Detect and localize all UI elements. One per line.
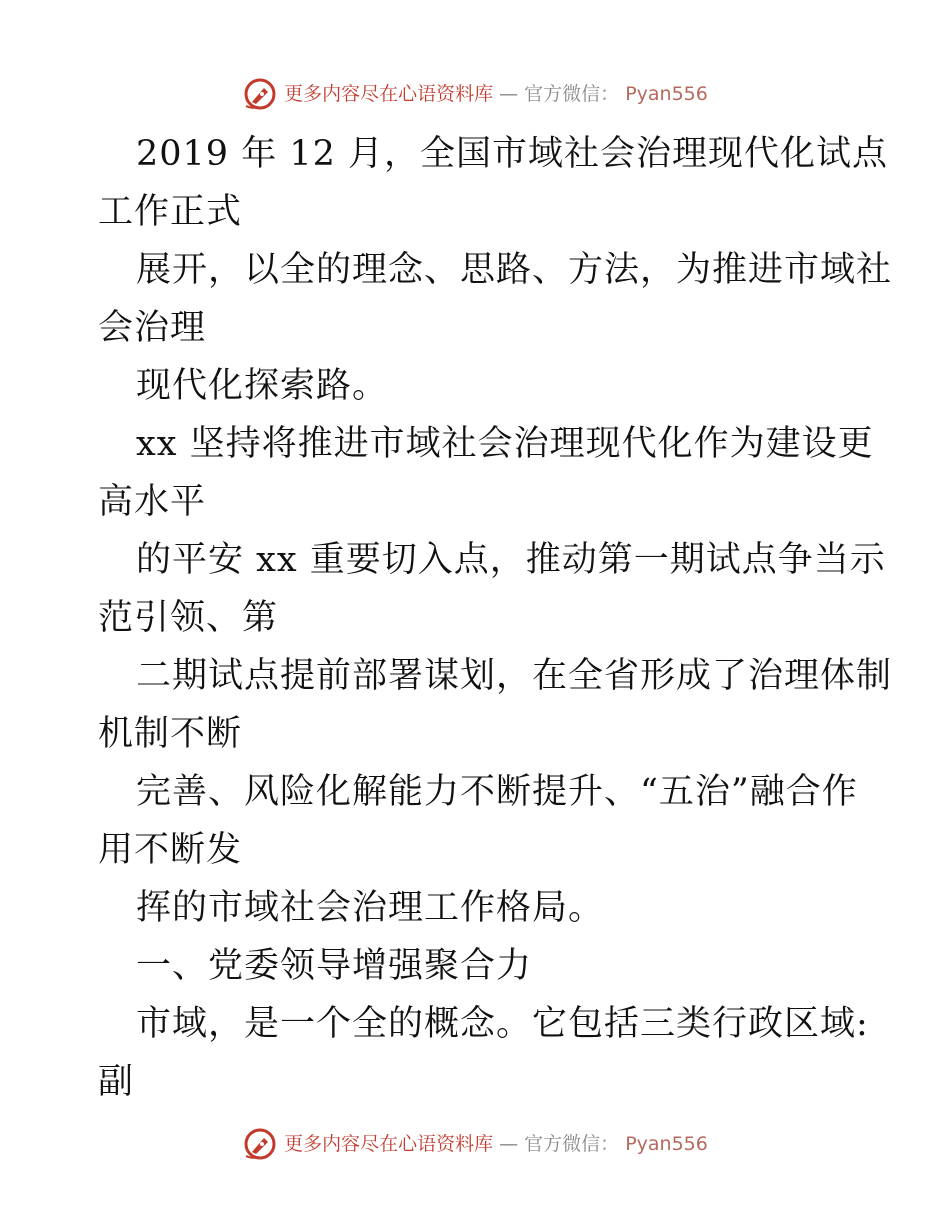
watermark-banner-bottom <box>0 1126 950 1162</box>
document-line: 二期试点提前部署谋划，在全省形成了治理体制 <box>136 656 893 696</box>
document-line: 2019 年 12 月，全国市域社会治理现代化试点 <box>136 134 888 174</box>
document-line: 工作正式 <box>98 192 243 232</box>
document-line: 完善、风险化解能力不断提升、“五治”融合作 <box>136 772 858 812</box>
document-line: 挥的市域社会治理工作格局。 <box>136 888 605 928</box>
document-line: 一、党委领导增强聚合力 <box>136 946 533 986</box>
document-line: xx 坚持将推进市域社会治理现代化作为建设更 <box>136 424 874 464</box>
document-body <box>98 125 893 1111</box>
pen-nib-circle-icon <box>242 76 278 112</box>
document-line: 的平安 xx 重要切入点，推动第一期试点争当示 <box>136 540 886 580</box>
watermark-separator: — <box>499 1133 519 1155</box>
document-line: 范引领、第 <box>98 598 279 638</box>
watermark-main-text: 更多内容尽在心语资料库 <box>284 1133 494 1155</box>
document-line: 用不断发 <box>98 830 243 870</box>
watermark-main-text: 更多内容尽在心语资料库 <box>284 83 494 105</box>
pen-nib-circle-icon <box>242 1126 278 1162</box>
watermark-wechat-label: 官方微信： <box>524 1133 620 1155</box>
watermark-wechat-id: Pyan556 <box>625 83 708 105</box>
document-line: 现代化探索路。 <box>136 366 389 406</box>
watermark-separator: — <box>499 83 519 105</box>
document-line: 机制不断 <box>98 714 243 754</box>
document-line: 高水平 <box>98 482 207 522</box>
document-line: 展开，以全的理念、思路、方法，为推进市域社 <box>136 250 893 290</box>
watermark-banner-top <box>0 76 950 112</box>
document-line: 副 <box>98 1062 135 1102</box>
document-line: 市域，是一个全的概念。它包括三类行政区域: <box>136 1004 869 1044</box>
document-line: 会治理 <box>98 308 207 348</box>
watermark-wechat-label: 官方微信： <box>524 83 620 105</box>
watermark-wechat-id: Pyan556 <box>625 1133 708 1155</box>
